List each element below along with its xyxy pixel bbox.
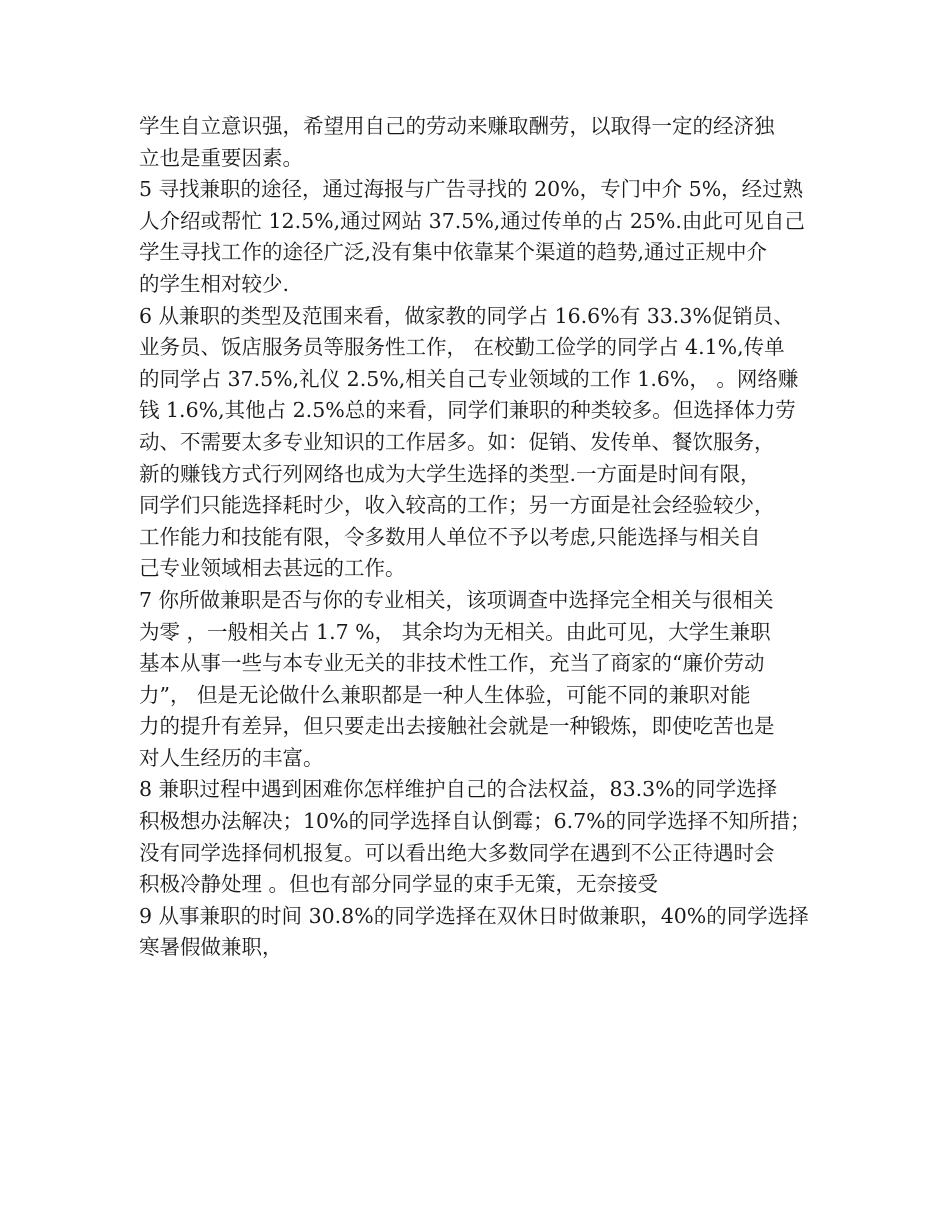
text-line: 力的提升有差异，但只要走出去接触社会就是一种锻炼，即使吃苦也是 [139,714,775,739]
text-line: 9 从事兼职的时间 30.8%的同学选择在双休日时做兼职，40%的同学选择 [139,903,809,928]
text-line: 对人生经历的丰富。 [139,745,324,770]
text-line: 钱 1.6%,其他占 2.5%总的来看，同学们兼职的种类较多。但选择体力劳 [139,398,796,423]
text-line: 积极冷静处理 。但也有部分同学显的束手无策，无奈接受 [139,872,659,897]
text-line: 立也是重要因素。 [139,145,303,170]
text-line: 人介绍或帮忙 12.5%,通过网站 37.5%,通过传单的占 25%.由此可见自己 [139,208,805,233]
text-line: 6 从兼职的类型及范围来看，做家教的同学占 16.6%有 33.3%促销员、 [139,303,794,328]
text-line: 学生寻找工作的途径广泛,没有集中依靠某个渠道的趋势,通过正规中介 [139,240,768,265]
text-line: 为零 ，一般相关占 1.7 %， 其余均为无相关。由此可见，大学生兼职 [139,619,771,644]
text-line: 动、不需要太多专业知识的工作居多。如：促销、发传单、餐饮服务， [139,429,775,454]
text-line: 7 你所做兼职是否与你的专业相关，该项调查中选择完全相关与很相关 [139,587,774,612]
text-line: 学生自立意识强，希望用自己的劳动来赚取酬劳，以取得一定的经济独 [139,114,775,138]
text-line: 同学们只能选择耗时少，收入较高的工作；另一方面是社会经验较少， [139,493,775,518]
text-line: 己专业领域相去甚远的工作。 [139,556,406,581]
text-line: 力”， 但是无论做什么兼职都是一种人生体验，可能不同的兼职对能 [139,682,751,707]
text-line: 的同学占 37.5%,礼仪 2.5%,相关自己专业领域的工作 1.6%， 。网络赚 [139,366,799,391]
text-line: 8 兼职过程中遇到困难你怎样维护自己的合法权益，83.3%的同学选择 [139,777,778,802]
text-line: 工作能力和技能有限，令多数用人单位不予以考虑,只能选择与相关自 [139,524,761,549]
body-text [139,111,829,964]
text-line: 积极想办法解决；10%的同学选择自认倒霉；6.7%的同学选择不知所措； [139,809,811,834]
text-line: 业务员、饭店服务员等服务性工作， 在校勤工俭学的同学占 4.1%,传单 [139,335,785,360]
text-line: 的学生相对较少. [139,271,290,296]
text-line: 基本从事一些与本专业无关的非技术性工作，充当了商家的“廉价劳动 [139,651,765,676]
text-line: 新的赚钱方式行列网络也成为大学生选择的类型.一方面是时间有限， [139,461,761,486]
text-line: 5 寻找兼职的途径，通过海报与广告寻找的 20%，专门中介 5%，经过熟 [139,177,804,202]
text-line: 没有同学选择伺机报复。可以看出绝大多数同学在遇到不公正待遇时会 [139,840,775,865]
text-line: 寒暑假做兼职， [139,935,283,960]
